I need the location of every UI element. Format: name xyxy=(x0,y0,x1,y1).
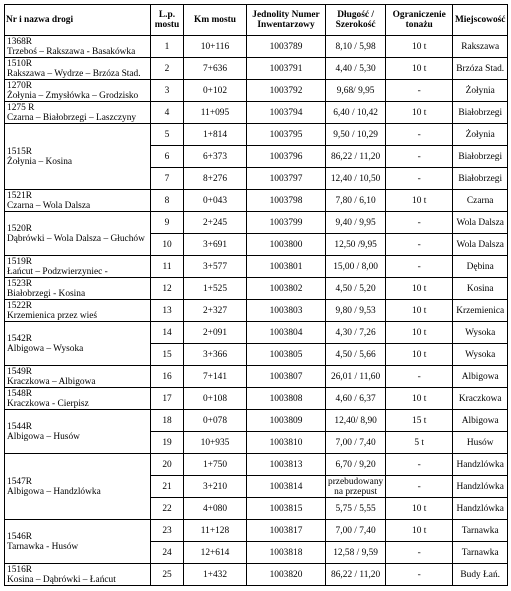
bridge-number-cell: 11 xyxy=(151,256,184,278)
length-width-cell: 8,10 / 5,98 xyxy=(326,36,386,58)
bridge-km-cell: 8+276 xyxy=(184,168,247,190)
bridge-km-cell: 3+366 xyxy=(184,344,247,366)
place-cell: Krzemienica xyxy=(453,300,508,322)
bridge-km-cell: 0+078 xyxy=(184,410,247,432)
place-cell: Handzlówka xyxy=(453,498,508,520)
road-name: Czarna – Wola Dalsza xyxy=(7,200,91,211)
length-width-cell: 4,30 / 7,26 xyxy=(326,322,386,344)
inventory-number-cell: 1003807 xyxy=(247,366,326,388)
bridge-km-cell: 2+091 xyxy=(184,322,247,344)
tonnage-limit-cell: 10 t xyxy=(386,388,453,410)
bridge-number-cell: 20 xyxy=(151,454,184,476)
bridge-number-cell: 2 xyxy=(151,58,184,80)
place-cell: Handzlówka xyxy=(453,476,508,498)
length-width-cell: 9,40 / 9,95 xyxy=(326,212,386,234)
road-number: 1544R xyxy=(7,421,33,432)
length-width-cell: 12,40 / 10,50 xyxy=(326,168,386,190)
table-row xyxy=(5,256,508,278)
road-number: 1546R xyxy=(7,531,33,542)
place-cell: Wysoka xyxy=(453,344,508,366)
tonnage-limit-cell: - xyxy=(386,564,453,586)
table-row xyxy=(5,278,508,300)
bridge-km-cell: 0+043 xyxy=(184,190,247,212)
length-width-cell: 6,70 / 9,20 xyxy=(326,454,386,476)
place-cell: Wysoka xyxy=(453,322,508,344)
length-width-cell: 5,75 / 5,55 xyxy=(326,498,386,520)
length-width-cell: 4,50 / 5,66 xyxy=(326,344,386,366)
inventory-number-cell: 1003798 xyxy=(247,190,326,212)
table-row xyxy=(5,520,508,542)
inventory-number-cell: 1003803 xyxy=(247,300,326,322)
bridge-km-cell: 3+210 xyxy=(184,476,247,498)
inventory-number-cell: 1003814 xyxy=(247,476,326,498)
bridge-number-cell: 13 xyxy=(151,300,184,322)
road-name: Albigowa – Handzlówka xyxy=(7,486,101,497)
table-row xyxy=(5,190,508,212)
table-row xyxy=(5,388,508,410)
road-name: Czarna – Białobrzegi – Laszczyny xyxy=(7,112,137,123)
road-number: 1516R xyxy=(7,564,33,575)
bridge-number-cell: 9 xyxy=(151,212,184,234)
road-name: Albigowa – Husów xyxy=(7,431,80,442)
road-cell xyxy=(5,278,151,300)
inventory-number-cell: 1003797 xyxy=(247,168,326,190)
table-row xyxy=(5,102,508,124)
length-width-cell: 15,00 / 8,00 xyxy=(326,256,386,278)
tonnage-limit-cell: 10 t xyxy=(386,278,453,300)
road-cell xyxy=(5,388,151,410)
road-cell xyxy=(5,366,151,388)
bridge-km-cell: 7+141 xyxy=(184,366,247,388)
table-row xyxy=(5,564,508,586)
bridge-number-cell: 1 xyxy=(151,36,184,58)
table-row xyxy=(5,300,508,322)
inventory-number-cell: 1003794 xyxy=(247,102,326,124)
length-width-cell: 26,01 / 11,60 xyxy=(326,366,386,388)
table-row xyxy=(5,366,508,388)
bridge-number-cell: 7 xyxy=(151,168,184,190)
tonnage-limit-cell: 10 t xyxy=(386,190,453,212)
place-cell: Czarna xyxy=(453,190,508,212)
place-cell: Handzlówka xyxy=(453,454,508,476)
length-width-cell: 7,80 / 6,10 xyxy=(326,190,386,212)
length-width-cell: 12,58 / 9,59 xyxy=(326,542,386,564)
road-cell xyxy=(5,410,151,454)
place-cell: Brzóza Stad. xyxy=(453,58,508,80)
bridge-km-cell: 1+525 xyxy=(184,278,247,300)
length-width-cell: 86,22 / 11,20 xyxy=(326,146,386,168)
place-cell: Białobrzegi xyxy=(453,168,508,190)
bridge-table xyxy=(4,4,508,586)
road-number: 1542R xyxy=(7,333,33,344)
place-cell: Białobrzegi xyxy=(453,146,508,168)
header-dimensions: Długość / Szerokość xyxy=(326,5,386,36)
road-number: 1522R xyxy=(7,300,33,311)
header-lp: L.p. mostu xyxy=(151,5,184,36)
bridge-km-cell: 11+128 xyxy=(184,520,247,542)
tonnage-limit-cell: 10 t xyxy=(386,498,453,520)
inventory-number-cell: 1003810 xyxy=(247,432,326,454)
road-number: 1520R xyxy=(7,223,33,234)
tonnage-limit-cell: - xyxy=(386,168,453,190)
bridge-km-cell: 12+614 xyxy=(184,542,247,564)
road-cell xyxy=(5,190,151,212)
road-number: 1548R xyxy=(7,388,33,399)
table-row xyxy=(5,454,508,476)
bridge-number-cell: 6 xyxy=(151,146,184,168)
length-width-cell: 4,50 / 5,20 xyxy=(326,278,386,300)
bridge-km-cell: 1+750 xyxy=(184,454,247,476)
length-width-cell: 4,40 / 5,30 xyxy=(326,58,386,80)
bridge-number-cell: 17 xyxy=(151,388,184,410)
road-cell xyxy=(5,80,151,102)
road-cell xyxy=(5,102,151,124)
place-cell: Kosina xyxy=(453,278,508,300)
table-row xyxy=(5,410,508,432)
header-km: Km mostu xyxy=(184,5,247,36)
inventory-number-cell: 1003801 xyxy=(247,256,326,278)
tonnage-limit-cell: - xyxy=(386,80,453,102)
inventory-number-cell: 1003817 xyxy=(247,520,326,542)
length-width-cell: 7,00 / 7,40 xyxy=(326,432,386,454)
table-row xyxy=(5,124,508,146)
bridge-number-cell: 12 xyxy=(151,278,184,300)
bridge-km-cell: 2+245 xyxy=(184,212,247,234)
road-number: 1270R xyxy=(7,80,33,91)
inventory-number-cell: 1003809 xyxy=(247,410,326,432)
road-cell xyxy=(5,300,151,322)
place-cell: Wola Dalsza xyxy=(453,212,508,234)
inventory-number-cell: 1003800 xyxy=(247,234,326,256)
inventory-number-cell: 1003799 xyxy=(247,212,326,234)
tonnage-limit-cell: 5 t xyxy=(386,432,453,454)
bridge-number-cell: 21 xyxy=(151,476,184,498)
inventory-number-cell: 1003795 xyxy=(247,124,326,146)
inventory-number-cell: 1003802 xyxy=(247,278,326,300)
tonnage-limit-cell: 15 t xyxy=(386,410,453,432)
inventory-number-cell: 1003813 xyxy=(247,454,326,476)
table-row xyxy=(5,58,508,80)
tonnage-limit-cell: 10 t xyxy=(386,344,453,366)
bridge-number-cell: 19 xyxy=(151,432,184,454)
inventory-number-cell: 1003815 xyxy=(247,498,326,520)
road-number: 1549R xyxy=(7,366,33,377)
bridge-number-cell: 24 xyxy=(151,542,184,564)
header-inventory: Jednolity Numer Inwentarzowy xyxy=(247,5,326,36)
inventory-number-cell: 1003789 xyxy=(247,36,326,58)
road-number: 1515R xyxy=(7,146,33,157)
place-cell: Albigowa xyxy=(453,410,508,432)
inventory-number-cell: 1003818 xyxy=(247,542,326,564)
header-place: Miejscowość xyxy=(453,5,508,36)
road-name: Białobrzegi - Kosina xyxy=(7,288,86,299)
road-name: Łańcut – Podzwierzyniec - xyxy=(7,266,108,277)
inventory-number-cell: 1003805 xyxy=(247,344,326,366)
tonnage-limit-cell: - xyxy=(386,146,453,168)
road-number: 1368R xyxy=(7,36,33,47)
tonnage-limit-cell: 10 t xyxy=(386,58,453,80)
tonnage-limit-cell: 10 t xyxy=(386,102,453,124)
table-row xyxy=(5,212,508,234)
bridge-number-cell: 23 xyxy=(151,520,184,542)
tonnage-limit-cell: 10 t xyxy=(386,322,453,344)
bridge-km-cell: 0+108 xyxy=(184,388,247,410)
inventory-number-cell: 1003820 xyxy=(247,564,326,586)
bridge-km-cell: 1+814 xyxy=(184,124,247,146)
road-name: Żołynia – Kosina xyxy=(7,156,73,167)
bridge-number-cell: 18 xyxy=(151,410,184,432)
road-number: 1547R xyxy=(7,476,33,487)
place-cell: Kraczkowa xyxy=(453,388,508,410)
inventory-number-cell: 1003791 xyxy=(247,58,326,80)
tonnage-limit-cell: - xyxy=(386,476,453,498)
place-cell: Wola Dalsza xyxy=(453,234,508,256)
bridge-km-cell: 7+636 xyxy=(184,58,247,80)
road-cell xyxy=(5,124,151,190)
road-cell xyxy=(5,564,151,586)
road-name: Kosina – Dąbrówki – Łańcut xyxy=(7,574,116,585)
length-width-cell: 9,68/ 9,95 xyxy=(326,80,386,102)
tonnage-limit-cell: - xyxy=(386,124,453,146)
place-cell: Żołynia xyxy=(453,124,508,146)
bridge-number-cell: 16 xyxy=(151,366,184,388)
bridge-number-cell: 5 xyxy=(151,124,184,146)
length-width-cell: 6,40 / 10,42 xyxy=(326,102,386,124)
road-cell xyxy=(5,520,151,564)
road-cell xyxy=(5,322,151,366)
place-cell: Rakszawa xyxy=(453,36,508,58)
header-road: Nr i nazwa drogi xyxy=(5,5,151,36)
tonnage-limit-cell: - xyxy=(386,256,453,278)
bridge-km-cell: 10+116 xyxy=(184,36,247,58)
road-name: Rakszawa – Wydrze – Brzóza Stad. xyxy=(7,68,141,79)
place-cell: Albigowa xyxy=(453,366,508,388)
tonnage-limit-cell: - xyxy=(386,542,453,564)
bridge-km-cell: 6+373 xyxy=(184,146,247,168)
bridge-number-cell: 10 xyxy=(151,234,184,256)
tonnage-limit-cell: 10 t xyxy=(386,300,453,322)
length-width-cell: 4,60 / 6,37 xyxy=(326,388,386,410)
place-cell: Tarnawka xyxy=(453,520,508,542)
bridge-km-cell: 4+080 xyxy=(184,498,247,520)
table-row xyxy=(5,322,508,344)
length-width-cell: 12,50 /9,95 xyxy=(326,234,386,256)
road-cell xyxy=(5,58,151,80)
length-width-cell: 9,80 / 9,53 xyxy=(326,300,386,322)
bridge-number-cell: 14 xyxy=(151,322,184,344)
road-number: 1519R xyxy=(7,256,33,267)
length-width-cell: 7,00 / 7,40 xyxy=(326,520,386,542)
road-name: Żołynia – Zmysłówka – Grodzisko xyxy=(7,90,139,101)
inventory-number-cell: 1003796 xyxy=(247,146,326,168)
bridge-number-cell: 15 xyxy=(151,344,184,366)
place-cell: Budy Łań. xyxy=(453,564,508,586)
length-width-cell: przebudowany na przepust xyxy=(326,476,386,498)
road-number: 1521R xyxy=(7,190,33,201)
inventory-number-cell: 1003792 xyxy=(247,80,326,102)
inventory-number-cell: 1003808 xyxy=(247,388,326,410)
table-row xyxy=(5,80,508,102)
bridge-number-cell: 22 xyxy=(151,498,184,520)
bridge-km-cell: 0+102 xyxy=(184,80,247,102)
bridge-km-cell: 10+935 xyxy=(184,432,247,454)
bridge-table-container xyxy=(4,4,508,586)
bridge-number-cell: 8 xyxy=(151,190,184,212)
tonnage-limit-cell: - xyxy=(386,366,453,388)
table-body xyxy=(5,36,508,586)
tonnage-limit-cell: - xyxy=(386,454,453,476)
bridge-number-cell: 4 xyxy=(151,102,184,124)
length-width-cell: 9,50 / 10,29 xyxy=(326,124,386,146)
tonnage-limit-cell: - xyxy=(386,234,453,256)
header-tonnage-limit: Ograniczenie tonażu xyxy=(386,5,453,36)
road-name: Kraczkowa - Cierpisz xyxy=(7,398,89,409)
header-row xyxy=(5,5,508,36)
road-name: Krzemienica przez wieś xyxy=(7,310,98,321)
road-name: Tarnawka - Husów xyxy=(7,541,79,552)
road-number: 1510R xyxy=(7,58,33,69)
road-cell xyxy=(5,212,151,256)
road-name: Albigowa – Wysoka xyxy=(7,343,84,354)
road-name: Trzeboś – Rakszawa - Basakówka xyxy=(7,46,136,57)
inventory-number-cell: 1003804 xyxy=(247,322,326,344)
bridge-km-cell: 1+432 xyxy=(184,564,247,586)
road-name: Dąbrówki – Wola Dalsza – Głuchów xyxy=(7,233,145,244)
road-name: Kraczkowa – Albigowa xyxy=(7,376,96,387)
place-cell: Białobrzegi xyxy=(453,102,508,124)
length-width-cell: 86,22 / 11,20 xyxy=(326,564,386,586)
bridge-km-cell: 3+691 xyxy=(184,234,247,256)
tonnage-limit-cell: 10 t xyxy=(386,36,453,58)
bridge-km-cell: 3+577 xyxy=(184,256,247,278)
place-cell: Husów xyxy=(453,432,508,454)
length-width-cell: 12,40/ 8,90 xyxy=(326,410,386,432)
bridge-km-cell: 11+095 xyxy=(184,102,247,124)
table-row xyxy=(5,36,508,58)
bridge-number-cell: 3 xyxy=(151,80,184,102)
bridge-number-cell: 25 xyxy=(151,564,184,586)
road-cell xyxy=(5,256,151,278)
tonnage-limit-cell: - xyxy=(386,212,453,234)
bridge-km-cell: 2+327 xyxy=(184,300,247,322)
place-cell: Żołynia xyxy=(453,80,508,102)
road-cell xyxy=(5,454,151,520)
road-number: 1275 R xyxy=(7,102,35,113)
road-cell xyxy=(5,36,151,58)
tonnage-limit-cell: 10 t xyxy=(386,520,453,542)
place-cell: Tarnawka xyxy=(453,542,508,564)
place-cell: Dębina xyxy=(453,256,508,278)
road-number: 1523R xyxy=(7,278,33,289)
